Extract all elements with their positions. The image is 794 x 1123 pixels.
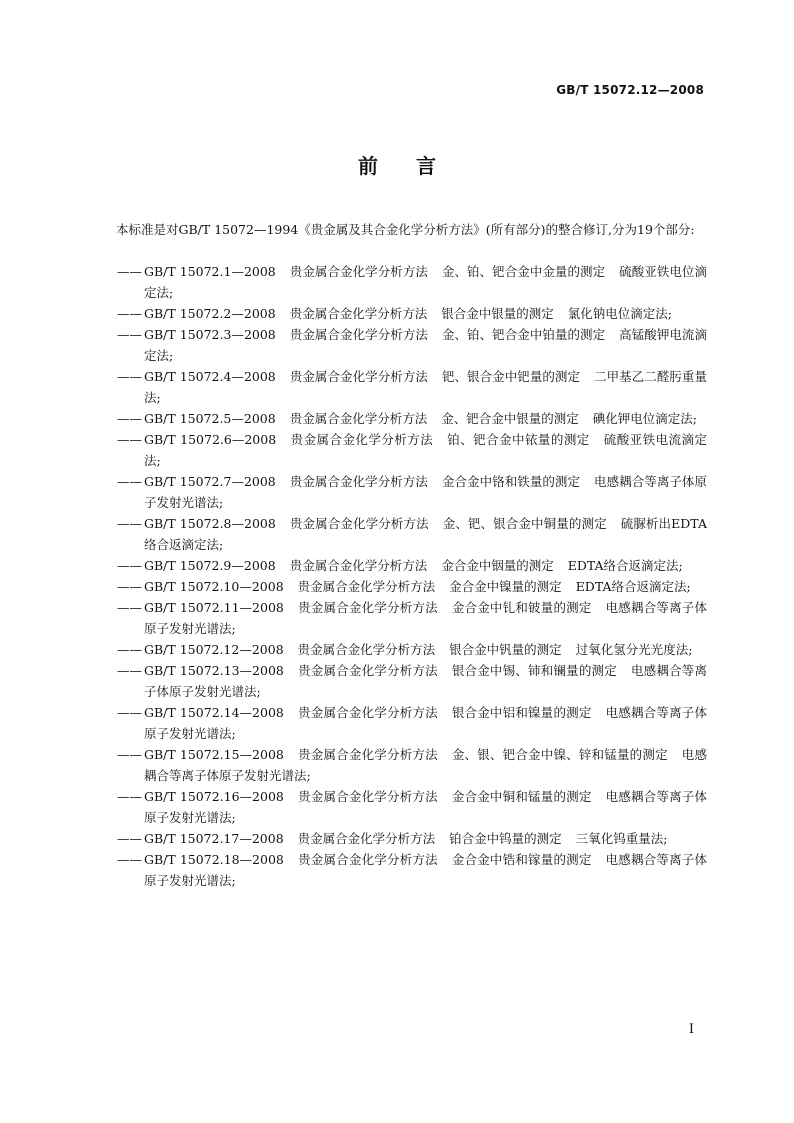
part-list-item bbox=[117, 576, 707, 597]
part-code: GB/T 15072.16—2008 bbox=[144, 789, 284, 804]
part-series: 贵金属合金化学分析方法 bbox=[297, 705, 438, 720]
list-dash: —— bbox=[117, 852, 142, 867]
part-method: 电感耦合等离子体原子发射光谱法; bbox=[144, 852, 707, 888]
part-subject: 金、铂、钯合金中金量的测定 bbox=[441, 264, 606, 279]
part-list-item bbox=[117, 408, 707, 429]
part-subject: 铂合金中钨量的测定 bbox=[449, 831, 562, 846]
part-list-item bbox=[117, 324, 707, 366]
part-code: GB/T 15072.13—2008 bbox=[144, 663, 284, 678]
part-subject: 金、铂、钯合金中铂量的测定 bbox=[441, 327, 606, 342]
part-method: 硫脲析出EDTA络合返滴定法; bbox=[144, 516, 707, 552]
part-code: GB/T 15072.3—2008 bbox=[144, 327, 276, 342]
part-method: 高锰酸钾电流滴定法; bbox=[144, 327, 707, 363]
part-list-item bbox=[117, 303, 707, 324]
part-list-item bbox=[117, 597, 707, 639]
part-series: 贵金属合金化学分析方法 bbox=[297, 747, 438, 762]
part-series: 贵金属合金化学分析方法 bbox=[289, 306, 428, 321]
part-series: 贵金属合金化学分析方法 bbox=[297, 852, 438, 867]
part-method: 电感耦合等离子体原子发射光谱法; bbox=[144, 789, 707, 825]
part-code: GB/T 15072.11—2008 bbox=[144, 600, 284, 615]
part-code: GB/T 15072.8—2008 bbox=[144, 516, 276, 531]
part-method: EDTA络合返滴定法; bbox=[575, 579, 691, 594]
part-subject: 金、银、钯合金中镍、锌和锰量的测定 bbox=[451, 747, 668, 762]
list-dash: —— bbox=[117, 600, 142, 615]
part-method: 二甲基乙二醛肟重量法; bbox=[144, 369, 707, 405]
part-series: 贵金属合金化学分析方法 bbox=[289, 369, 428, 384]
part-method: 氯化钠电位滴定法; bbox=[567, 306, 672, 321]
part-subject: 银合金中钒量的测定 bbox=[449, 642, 562, 657]
list-dash: —— bbox=[117, 579, 142, 594]
part-series: 贵金属合金化学分析方法 bbox=[297, 789, 438, 804]
part-method: 电感耦合等离子体原子发射光谱法; bbox=[144, 705, 707, 741]
list-dash: —— bbox=[117, 747, 142, 762]
part-method: 过氧化氢分光光度法; bbox=[575, 642, 693, 657]
part-list-item bbox=[117, 828, 707, 849]
part-list-item bbox=[117, 471, 707, 513]
part-series: 贵金属合金化学分析方法 bbox=[289, 411, 428, 426]
list-dash: —— bbox=[117, 306, 142, 321]
part-list-item bbox=[117, 366, 707, 408]
part-code: GB/T 15072.14—2008 bbox=[144, 705, 284, 720]
part-list-item bbox=[117, 261, 707, 303]
page-number: I bbox=[688, 1022, 694, 1037]
list-dash: —— bbox=[117, 432, 142, 447]
list-dash: —— bbox=[117, 369, 142, 384]
part-subject: 金合金中钆和铍量的测定 bbox=[451, 600, 592, 615]
part-series: 贵金属合金化学分析方法 bbox=[297, 831, 436, 846]
page-title: 前言 bbox=[358, 154, 474, 178]
part-method: 硫酸亚铁电流滴定法; bbox=[144, 432, 707, 468]
list-dash: —— bbox=[117, 516, 142, 531]
part-method: 三氧化钨重量法; bbox=[575, 831, 668, 846]
part-series: 贵金属合金化学分析方法 bbox=[289, 327, 428, 342]
part-series: 贵金属合金化学分析方法 bbox=[297, 600, 438, 615]
part-list-item bbox=[117, 660, 707, 702]
part-method: 电感耦合等离子体原子发射光谱法; bbox=[144, 663, 707, 699]
part-list-item bbox=[117, 639, 707, 660]
part-subject: 金、钯合金中银量的测定 bbox=[441, 411, 579, 426]
part-method: 电感耦合等离子体原子发射光谱法; bbox=[144, 600, 707, 636]
standard-code-header: GB/T 15072.12—2008 bbox=[556, 83, 704, 97]
part-code: GB/T 15072.17—2008 bbox=[144, 831, 284, 846]
part-method: EDTA络合返滴定法; bbox=[567, 558, 683, 573]
part-list-item bbox=[117, 513, 707, 555]
part-list-item bbox=[117, 555, 707, 576]
part-code: GB/T 15072.6—2008 bbox=[144, 432, 277, 447]
part-code: GB/T 15072.5—2008 bbox=[144, 411, 276, 426]
list-dash: —— bbox=[117, 264, 142, 279]
list-dash: —— bbox=[117, 705, 142, 720]
part-subject: 金合金中镍量的测定 bbox=[449, 579, 562, 594]
list-dash: —— bbox=[117, 327, 142, 342]
part-code: GB/T 15072.4—2008 bbox=[144, 369, 276, 384]
part-subject: 金合金中铜和锰量的测定 bbox=[451, 789, 592, 804]
part-subject: 金合金中铬和铁量的测定 bbox=[441, 474, 581, 489]
list-dash: —— bbox=[117, 831, 142, 846]
part-code: GB/T 15072.1—2008 bbox=[144, 264, 276, 279]
part-code: GB/T 15072.7—2008 bbox=[144, 474, 276, 489]
part-code: GB/T 15072.2—2008 bbox=[144, 306, 276, 321]
part-subject: 铂、钯合金中铱量的测定 bbox=[447, 432, 590, 447]
intro-paragraph: 本标准是对GB/T 15072—1994《贵金属及其合金化学分析方法》(所有部分)的整合修订,分为19个部分: bbox=[116, 222, 695, 237]
part-method: 碘化钾电位滴定法; bbox=[592, 411, 697, 426]
part-list-item bbox=[117, 429, 707, 471]
part-subject: 金、钯、银合金中铜量的测定 bbox=[442, 516, 607, 531]
list-dash: —— bbox=[117, 789, 142, 804]
part-subject: 金合金中锆和镓量的测定 bbox=[451, 852, 592, 867]
part-list-item bbox=[117, 849, 707, 891]
part-series: 贵金属合金化学分析方法 bbox=[297, 579, 436, 594]
part-subject: 金合金中铟量的测定 bbox=[441, 558, 554, 573]
part-method: 电感耦合等离子体原子发射光谱法; bbox=[144, 747, 707, 783]
list-dash: —— bbox=[117, 474, 142, 489]
part-series: 贵金属合金化学分析方法 bbox=[289, 474, 428, 489]
part-code: GB/T 15072.18—2008 bbox=[144, 852, 284, 867]
part-series: 贵金属合金化学分析方法 bbox=[290, 432, 434, 447]
part-method: 电感耦合等离子体原子发射光谱法; bbox=[144, 474, 707, 510]
part-code: GB/T 15072.10—2008 bbox=[144, 579, 284, 594]
part-series: 贵金属合金化学分析方法 bbox=[289, 516, 429, 531]
part-subject: 钯、银合金中钯量的测定 bbox=[441, 369, 581, 384]
part-series: 贵金属合金化学分析方法 bbox=[297, 663, 438, 678]
part-subject: 银合金中银量的测定 bbox=[441, 306, 554, 321]
parts-list bbox=[117, 261, 707, 891]
list-dash: —— bbox=[117, 663, 142, 678]
part-series: 贵金属合金化学分析方法 bbox=[297, 642, 436, 657]
part-list-item bbox=[117, 744, 707, 786]
part-subject: 银合金中铝和镍量的测定 bbox=[451, 705, 592, 720]
list-dash: —— bbox=[117, 411, 142, 426]
list-dash: —— bbox=[117, 642, 142, 657]
list-dash: —— bbox=[117, 558, 142, 573]
part-code: GB/T 15072.9—2008 bbox=[144, 558, 276, 573]
part-series: 贵金属合金化学分析方法 bbox=[289, 558, 428, 573]
part-list-item bbox=[117, 702, 707, 744]
part-subject: 银合金中锡、铈和镧量的测定 bbox=[451, 663, 617, 678]
part-list-item bbox=[117, 786, 707, 828]
part-method: 硫酸亚铁电位滴定法; bbox=[144, 264, 707, 300]
part-series: 贵金属合金化学分析方法 bbox=[289, 264, 428, 279]
part-code: GB/T 15072.12—2008 bbox=[144, 642, 284, 657]
part-code: GB/T 15072.15—2008 bbox=[144, 747, 284, 762]
